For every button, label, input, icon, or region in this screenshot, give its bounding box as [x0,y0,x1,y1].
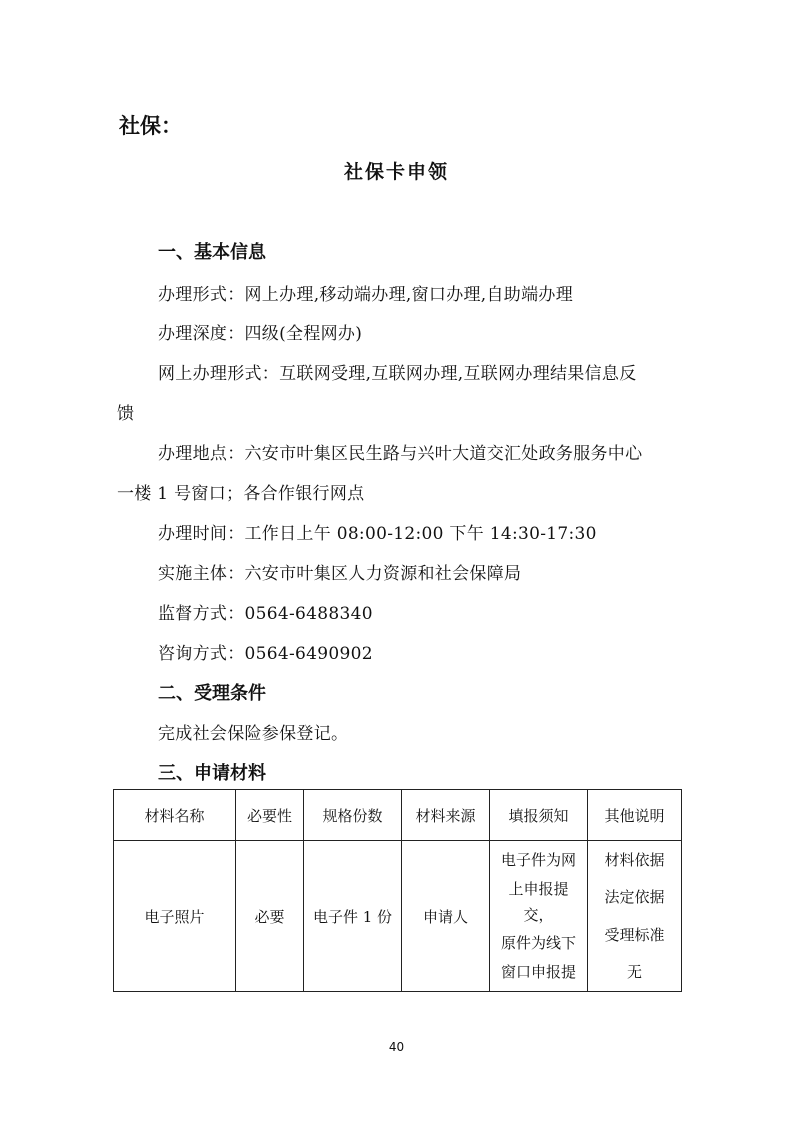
header-cell: 规格份数 [304,790,402,841]
field-handling-mode: 办理形式：网上办理,移动端办理,窗口办理,自助端办理 [158,285,574,305]
field-handling-depth: 办理深度：四级(全程网办) [158,324,363,344]
section-heading-conditions: 二、受理条件 [158,683,266,704]
necessity-cell: 必要 [236,841,304,992]
document-category: 社保： [119,113,182,138]
header-cell: 材料名称 [114,790,236,841]
field-hours: 办理时间：工作日上午 08:00-12:00 下午 14:30-17:30 [158,524,597,544]
notes-line: 上申报提交， [508,879,569,924]
other-line: 材料依据 [604,851,665,869]
field-supervision: 监督方式：0564-6488340 [158,604,373,624]
header-cell: 其他说明 [588,790,682,841]
other-line: 法定依据 [604,888,665,907]
field-location-cont: 一楼 1 号窗口；各合作银行网点 [117,484,365,504]
header-cell: 材料来源 [402,790,490,841]
other-line: 无 [626,962,642,981]
material-name-cell: 电子照片 [114,841,236,992]
spec-cell: 电子件 1 份 [304,841,402,992]
notes-cell [490,841,588,992]
field-location: 办理地点：六安市叶集区民生路与兴叶大道交汇处政务服务中心 [158,444,643,464]
conditions-text: 完成社会保险参保登记。 [158,724,349,744]
notes-line: 原件为线下 [500,934,576,953]
section-heading-materials: 三、申请材料 [158,763,266,784]
other-cell [588,841,682,992]
materials-header-row [114,790,682,841]
other-line: 受理标准 [604,925,665,944]
header-cell: 填报须知 [490,790,588,841]
document-title: 社保卡申领 [343,161,449,183]
field-consult: 咨询方式：0564-6490902 [158,644,373,664]
notes-line: 窗口申报提 [500,962,576,981]
section-heading-basic-info: 一、基本信息 [158,242,266,263]
field-online-mode: 网上办理形式：互联网受理,互联网办理,互联网办理结果信息反 [158,364,637,384]
source-cell: 申请人 [402,841,490,992]
table-row [114,841,682,992]
field-authority: 实施主体：六安市叶集区人力资源和社会保障局 [158,564,522,584]
field-online-mode-cont: 馈 [117,404,135,424]
materials-table [113,789,682,992]
header-cell: 必要性 [236,790,304,841]
notes-line: 电子件为网 [500,851,576,869]
page-number: 40 [388,1040,405,1054]
